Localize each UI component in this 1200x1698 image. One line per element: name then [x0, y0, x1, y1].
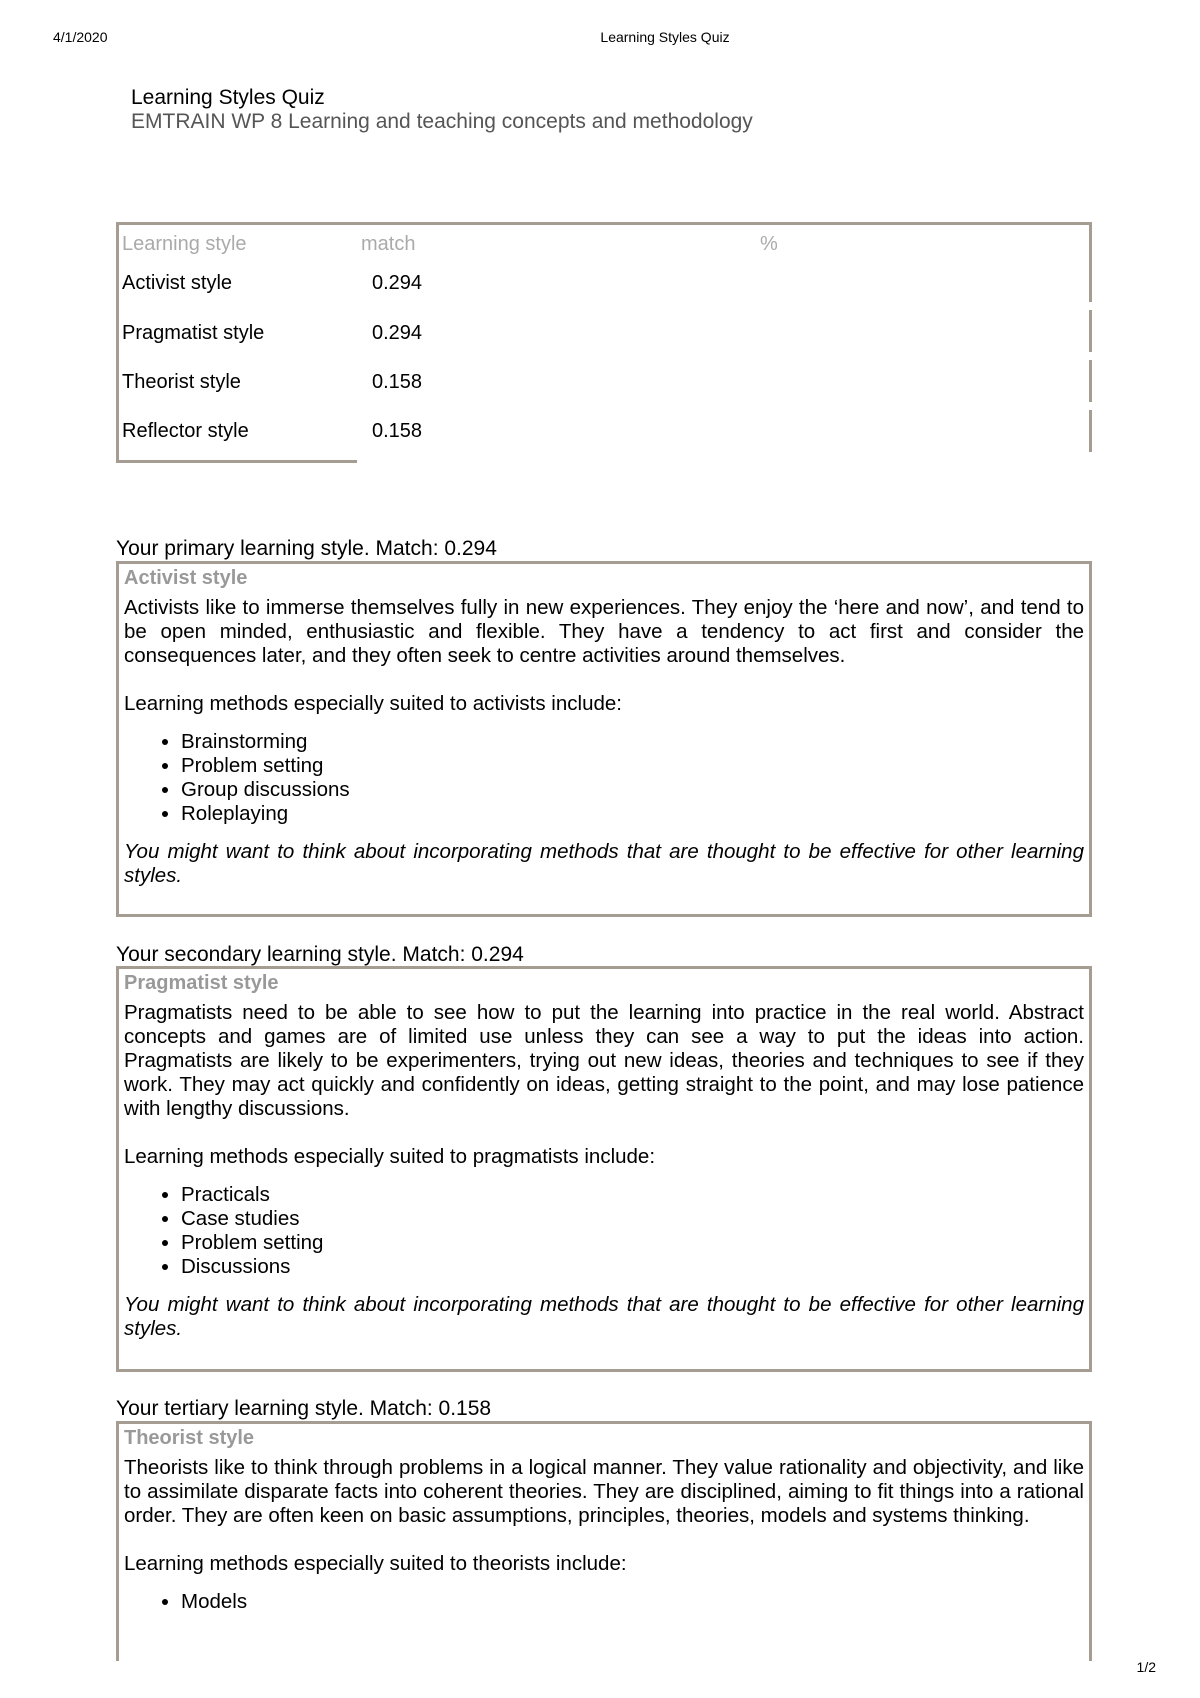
table-row-match: 0.294: [372, 322, 423, 344]
table-border-right: [1089, 310, 1092, 352]
style-description: Theorists like to think through problems in a logical manner. They value rationality and objectivity, and like to assimilate disparate facts into coherent theories. They are disciplined, aiming to fit things into a rational order. They are often keen on basic assumptions, principles, theories, models and systems thinking.: [124, 1456, 1084, 1527]
table-row-match: 0.158: [372, 371, 423, 393]
table-row-name: Reflector style: [122, 420, 249, 442]
column-header-match: match: [361, 233, 416, 255]
table-border-top: [116, 222, 1092, 225]
table-border-right: [1089, 410, 1092, 452]
list-item: • Case studies: [181, 1207, 1084, 1231]
methods-intro: Learning methods especially suited to activists include:: [124, 692, 622, 715]
secondary-style-box: [116, 966, 1092, 1372]
print-title: Learning Styles Quiz: [600, 29, 730, 45]
column-header-percent: %: [760, 233, 778, 255]
list-item: • Brainstorming: [181, 730, 1084, 754]
table-row-match: 0.294: [372, 272, 423, 294]
list-item: • Practicals: [181, 1183, 1084, 1207]
list-item: • Discussions: [181, 1255, 1084, 1279]
page-subtitle: EMTRAIN WP 8 Learning and teaching concepts and methodology: [131, 110, 753, 133]
methods-intro: Learning methods especially suited to theorists include:: [124, 1552, 627, 1575]
style-note: You might want to think about incorporating methods that are thought to be effective for other learning styles.: [124, 1293, 1084, 1340]
table-row-match: 0.158: [372, 420, 423, 442]
primary-style-intro: Your primary learning style. Match: 0.294: [116, 537, 497, 560]
page-title: Learning Styles Quiz: [131, 86, 325, 109]
methods-list: [124, 730, 1084, 826]
list-item: • Problem setting: [181, 1231, 1084, 1255]
style-description: Activists like to immerse themselves fully in new experiences. They enjoy the ‘here and now’, and tend to be open minded, enthusiastic and flexible. They have a tendency to act first and consider the consequences later, and they often seek to centre activities around themselves.: [124, 596, 1084, 667]
table-row-name: Activist style: [122, 272, 233, 294]
style-note: You might want to think about incorporating methods that are thought to be effective for other learning styles.: [124, 840, 1084, 887]
list-item: • Group discussions: [181, 778, 1084, 802]
list-item: • Problem setting: [181, 754, 1084, 778]
methods-list: [124, 1590, 1084, 1614]
table-border-right: [1089, 222, 1092, 302]
secondary-style-intro: Your secondary learning style. Match: 0.294: [116, 943, 524, 966]
list-item: • Roleplaying: [181, 802, 1084, 826]
style-title: Activist style: [124, 567, 248, 589]
results-table: [116, 222, 1092, 463]
style-title: Theorist style: [124, 1427, 255, 1449]
table-row-name: Pragmatist style: [122, 322, 265, 344]
list-item: • Models: [181, 1590, 1084, 1614]
page-number: 1/2: [1136, 1659, 1156, 1675]
table-row-name: Theorist style: [122, 371, 241, 393]
methods-intro: Learning methods especially suited to pragmatists include:: [124, 1145, 656, 1168]
print-date: 4/1/2020: [53, 29, 108, 45]
table-border-left: [116, 222, 119, 463]
tertiary-style-intro: Your tertiary learning style. Match: 0.158: [116, 1397, 492, 1420]
table-border-right: [1089, 360, 1092, 402]
methods-list: [124, 1183, 1084, 1279]
primary-style-box: [116, 561, 1092, 917]
column-header-style: Learning style: [122, 233, 247, 255]
style-title: Pragmatist style: [124, 972, 279, 994]
tertiary-style-box: [116, 1421, 1092, 1661]
table-border-bottom: [116, 460, 357, 463]
style-description: Pragmatists need to be able to see how to put the learning into practice in the real world. Abstract concepts and games are of limited use unless they can see a way to put the ideas into action. Pragmatists are likely to be experimenters, trying out new ideas, theories and techniques to see if they work. They may act quickly and confidently on ideas, getting straight to the point, and may lose patience with lengthy discussions.: [124, 1001, 1084, 1120]
